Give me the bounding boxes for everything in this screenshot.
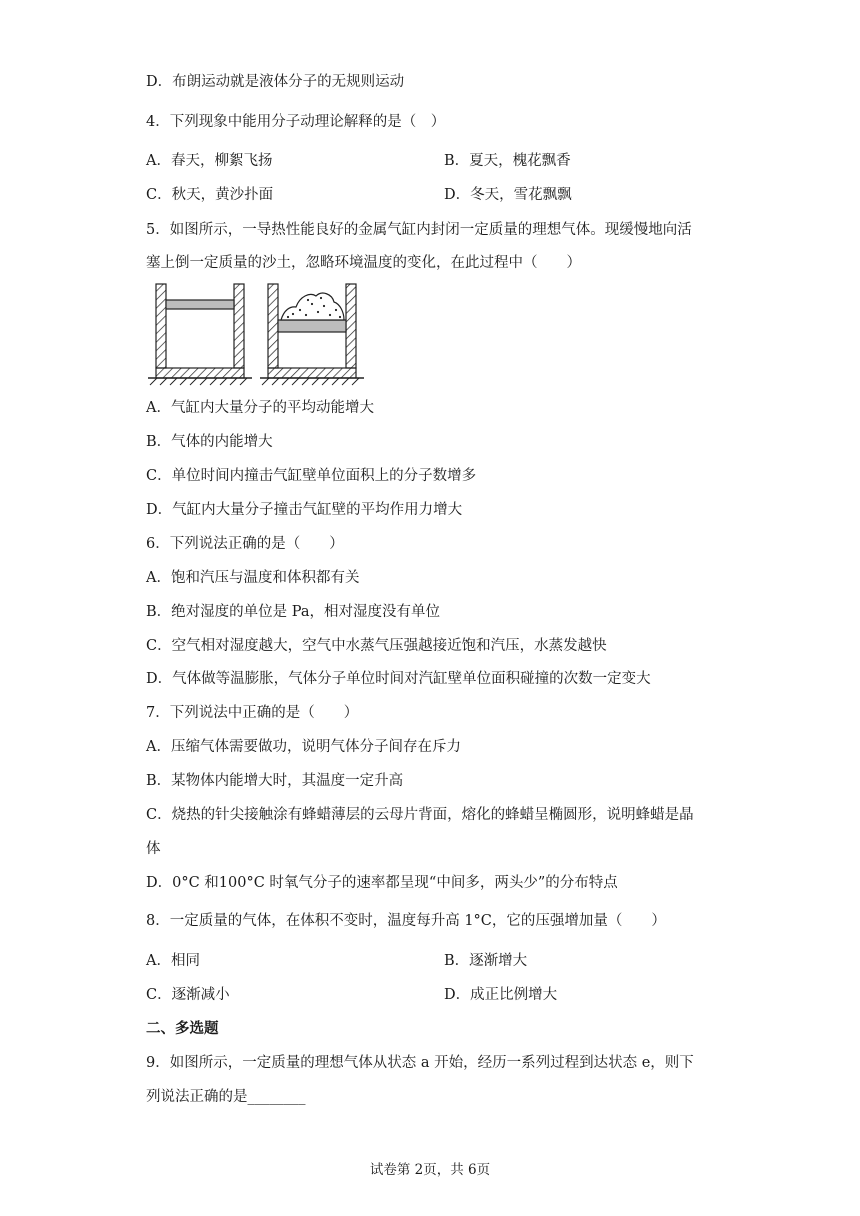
option-6c: C．空气相对湿度越大，空气中水蒸气压强越接近饱和汽压，水蒸发越快 [146,638,607,654]
cylinder-figure [148,282,370,388]
option-7c-line1: C．烧热的针尖接触涂有蜂蜡薄层的云母片背面，熔化的蜂蜡呈椭圆形，说明蜂蜡是晶 [146,807,694,823]
cylinder-sand-piston [260,284,364,385]
option-7d: D．0°C 和100°C 时氧气分子的速率都呈现“中间多，两头少”的分布特点 [146,875,618,891]
question-8: 8．一定质量的气体，在体积不变时，温度每升高 1°C，它的压强增加量（ ） [146,913,666,929]
option-8d: D．成正比例增大 [444,987,558,1003]
page-footer: 试卷第 2页，共 6页 [369,1162,491,1178]
option-6a: A．饱和汽压与温度和体积都有关 [146,570,360,586]
option-5a: A．气缸内大量分子的平均动能增大 [146,400,374,416]
question-7: 7．下列说法中正确的是（ ） [146,705,359,721]
option-4c: C．秋天，黄沙扑面 [146,187,274,203]
option-4d: D．冬天，雪花飘飘 [444,187,572,203]
question-9-line1: 9．如图所示，一定质量的理想气体从状态 a 开始，经历一系列过程到达状态 e，则下 [146,1055,694,1071]
option-7a: A．压缩气体需要做功，说明气体分子间存在斥力 [146,739,461,755]
option-6d: D．气体做等温膨胀，气体分子单位时间对汽缸壁单位面积碰撞的次数一定变大 [146,671,651,687]
option-4a: A．春天，柳絮飞扬 [146,153,273,169]
option-5d: D．气缸内大量分子撞击气缸壁的平均作用力增大 [146,502,463,518]
question-9-line2: 列说法正确的是________ [146,1089,306,1105]
option-7b: B．某物体内能增大时，其温度一定升高 [146,773,404,789]
option-6b: B．绝对湿度的单位是 Pa，相对湿度没有单位 [146,604,441,620]
line-d-brownian: D．布朗运动就是液体分子的无规则运动 [146,74,405,90]
option-8c: C．逐渐减小 [146,987,230,1003]
option-8b: B．逐渐增大 [444,953,528,969]
question-6: 6．下列说法正确的是（ ） [146,536,344,552]
question-5-line2: 塞上倒一定质量的沙土，忽略环境温度的变化，在此过程中（ ） [146,255,581,271]
option-8a: A．相同 [146,953,200,969]
question-5-line1: 5．如图所示，一导热性能良好的金属气缸内封闭一定质量的理想气体。现缓慢地向活 [146,222,692,238]
option-5c: C．单位时间内撞击气缸壁单位面积上的分子数增多 [146,468,477,484]
option-7c-line2: 体 [146,841,161,857]
cylinder-empty-piston [148,284,252,385]
option-5b: B．气体的内能增大 [146,434,273,450]
section-heading-multiple-choice: 二、多选题 [146,1021,219,1037]
option-4b: B．夏天，槐花飘香 [444,153,571,169]
question-4: 4．下列现象中能用分子动理论解释的是（ ） [146,114,446,130]
